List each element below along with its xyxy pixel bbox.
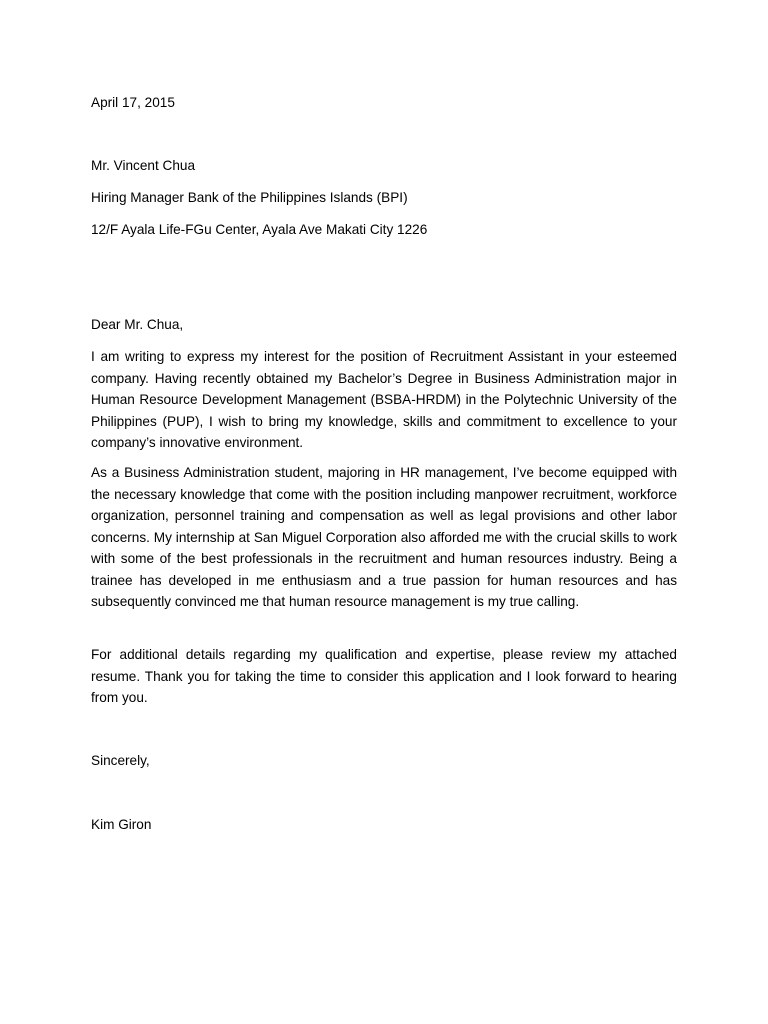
- body-paragraph-2: As a Business Administration student, majoring in HR management, I’ve become equipped with the necessary knowledge that come with the position including manpower recruitment, workforce organization, personnel training and compensation as well as legal provisions and other labor concerns. My internship at San Miguel Corporation also afforded me with the crucial skills to work with some of the best professionals in the recruitment and human resources industry. Being a trainee has developed in me enthusiasm and a true passion for human resources and has subsequently convinced me that human resource management is my true calling.: [91, 465, 677, 609]
- recipient-name: Mr. Vincent Chua: [91, 158, 196, 173]
- recipient-address: 12/F Ayala Life-FGu Center, Ayala Ave Makati City 1226: [91, 222, 428, 237]
- signature-name: Kim Giron: [91, 817, 152, 832]
- body-paragraph-1: I am writing to express my interest for the position of Recruitment Assistant in your esteemed company. Having recently obtained my Bachelor’s Degree in Business Administration major in Human Resource Development Management (BSBA-HRDM) in the Polytechnic University of the Philippines (PUP), I wish to bring my knowledge, skills and commitment to excellence to your company’s innovative environment.: [91, 349, 677, 450]
- letter-date: April 17, 2015: [91, 95, 175, 110]
- recipient-title: Hiring Manager Bank of the Philippines Islands (BPI): [91, 190, 408, 205]
- salutation: Dear Mr. Chua,: [91, 317, 184, 332]
- closing: Sincerely,: [91, 753, 150, 768]
- body-paragraph-3: For additional details regarding my qualification and expertise, please review my attached resume. Thank you for taking the time to consider this application and I look forward to hearing from you.: [91, 647, 677, 705]
